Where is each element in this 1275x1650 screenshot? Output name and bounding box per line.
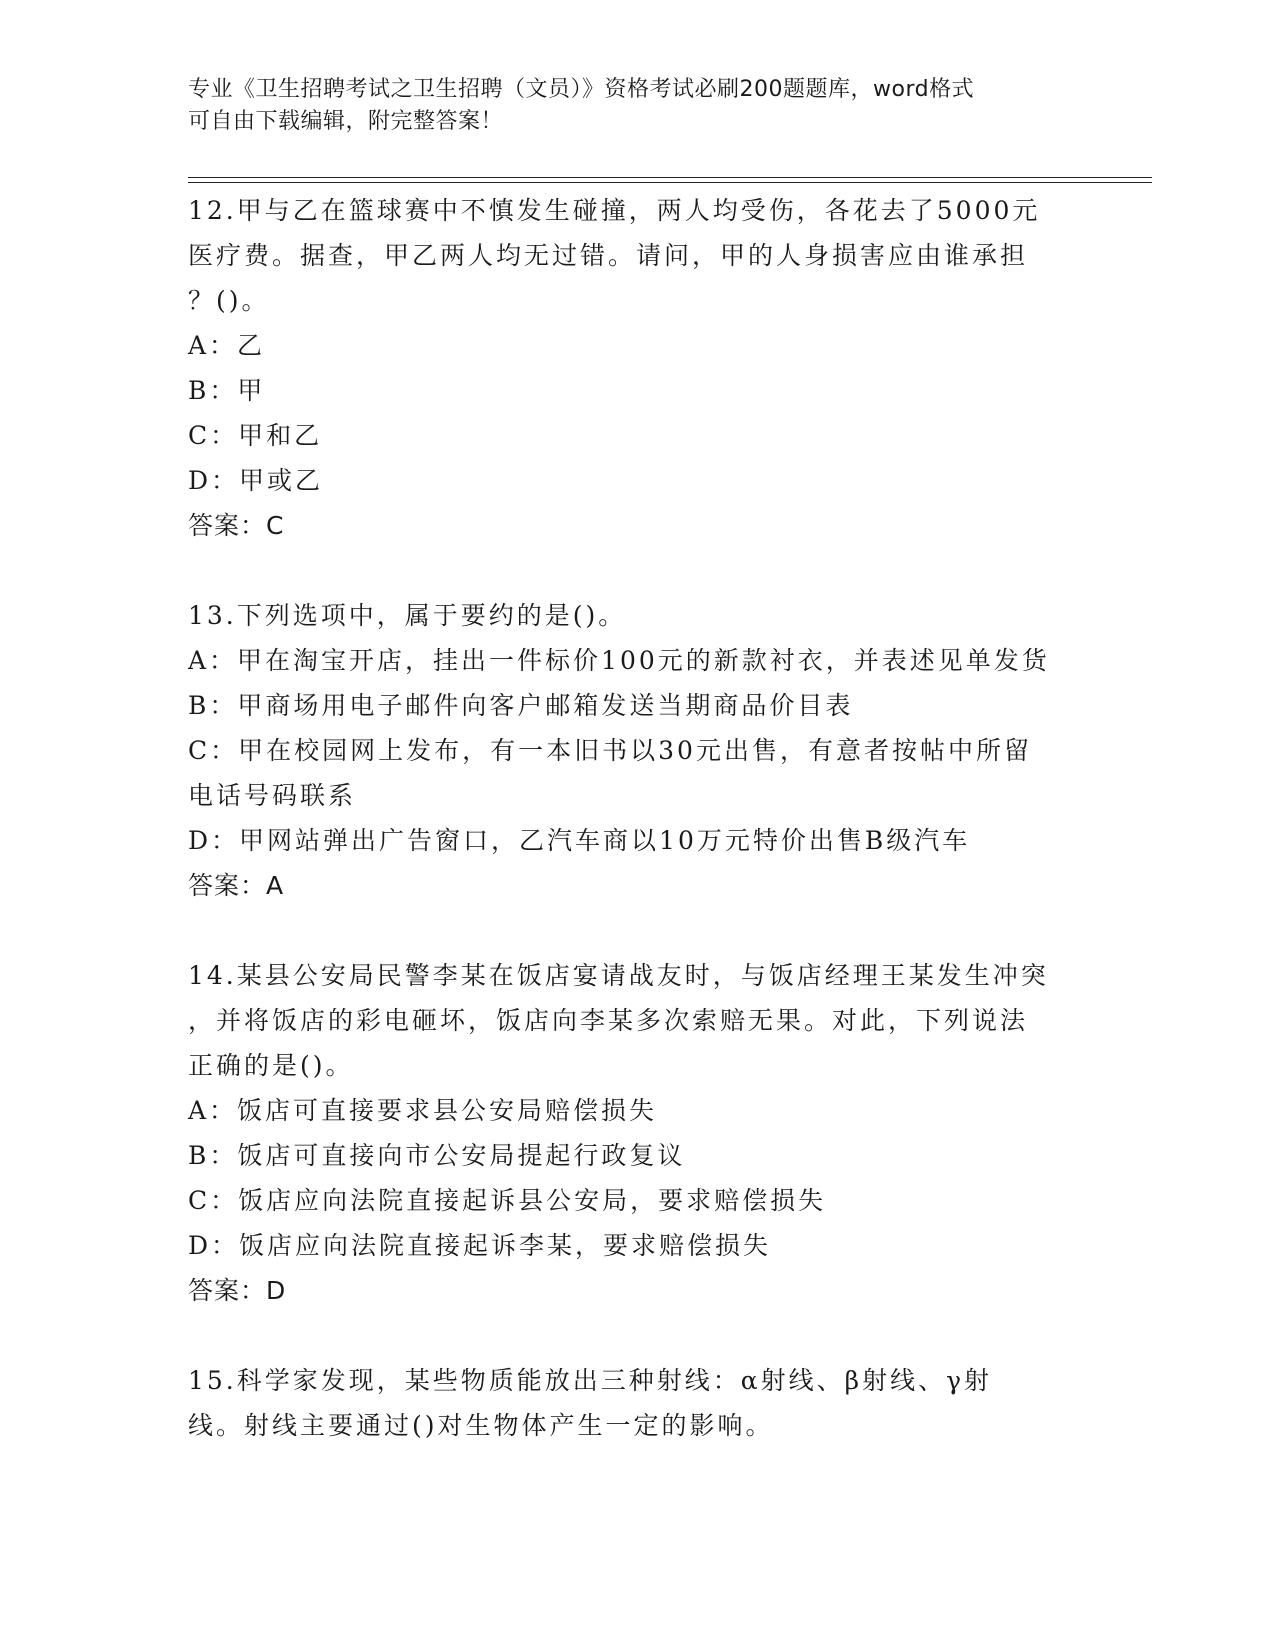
document-header <box>188 74 1068 138</box>
question-stem-line: 13.下列选项中，属于要约的是()。 <box>188 601 627 630</box>
question-answer: 答案：A <box>188 871 285 900</box>
question-block <box>188 1358 1068 1448</box>
question-answer: 答案：D <box>188 1276 287 1305</box>
question-stem-line: 线。射线主要通过()对生物体产生一定的影响。 <box>188 1411 774 1440</box>
question-option: D：甲网站弹出广告窗口，乙汽车商以10万元特价出售B级汽车 <box>188 826 971 855</box>
header-divider-top <box>188 177 1152 178</box>
question-stem-line: 14.某县公安局民警李某在饭店宴请战友时，与饭店经理王某发生冲突 <box>188 961 1049 990</box>
question-option: B：甲 <box>188 376 266 405</box>
question-option: C：甲和乙 <box>188 421 323 450</box>
question-block <box>188 953 1068 1313</box>
question-stem-line: ，并将饭店的彩电砸坏，饭店向李某多次索赔无果。对此，下列说法 <box>188 1006 1029 1035</box>
question-option: 电话号码联系 <box>188 781 357 810</box>
question-option: A：甲在淘宝开店，挂出一件标价100元的新款衬衣，并表述见单发货 <box>188 646 1050 675</box>
question-option: D：甲或乙 <box>188 466 324 495</box>
question-block <box>188 593 1068 908</box>
question-option: A：乙 <box>188 331 266 360</box>
question-option: D：饭店应向法院直接起诉李某，要求赔偿损失 <box>188 1231 772 1260</box>
question-option: C：饭店应向法院直接起诉县公安局，要求赔偿损失 <box>188 1186 827 1215</box>
question-stem-line: 15.科学家发现，某些物质能放出三种射线：α射线、β射线、γ射 <box>188 1366 993 1395</box>
question-block <box>188 188 1068 548</box>
header-line-2: 可自由下载编辑，附完整答案！ <box>188 109 504 134</box>
question-answer: 答案：C <box>188 511 285 540</box>
question-stem-line: ？()。 <box>188 286 270 315</box>
question-option: A：饭店可直接要求县公安局赔偿损失 <box>188 1096 658 1125</box>
question-stem-line: 正确的是()。 <box>188 1051 354 1080</box>
question-stem-line: 医疗费。据查，甲乙两人均无过错。请问，甲的人身损害应由谁承担 <box>188 241 1029 270</box>
header-line-1: 专业《卫生招聘考试之卫生招聘（文员）》资格考试必刷200题题库，word格式 <box>188 77 975 102</box>
question-stem-line: 12.甲与乙在篮球赛中不慎发生碰撞，两人均受伤，各花去了5000元 <box>188 196 1041 225</box>
question-option: C：甲在校园网上发布，有一本旧书以30元出售，有意者按帖中所留 <box>188 736 1032 765</box>
question-option: B：甲商场用电子邮件向客户邮箱发送当期商品价目表 <box>188 691 854 720</box>
question-list <box>188 188 1068 1493</box>
question-option: B：饭店可直接向市公安局提起行政复议 <box>188 1141 686 1170</box>
header-divider-bottom <box>188 182 1152 183</box>
